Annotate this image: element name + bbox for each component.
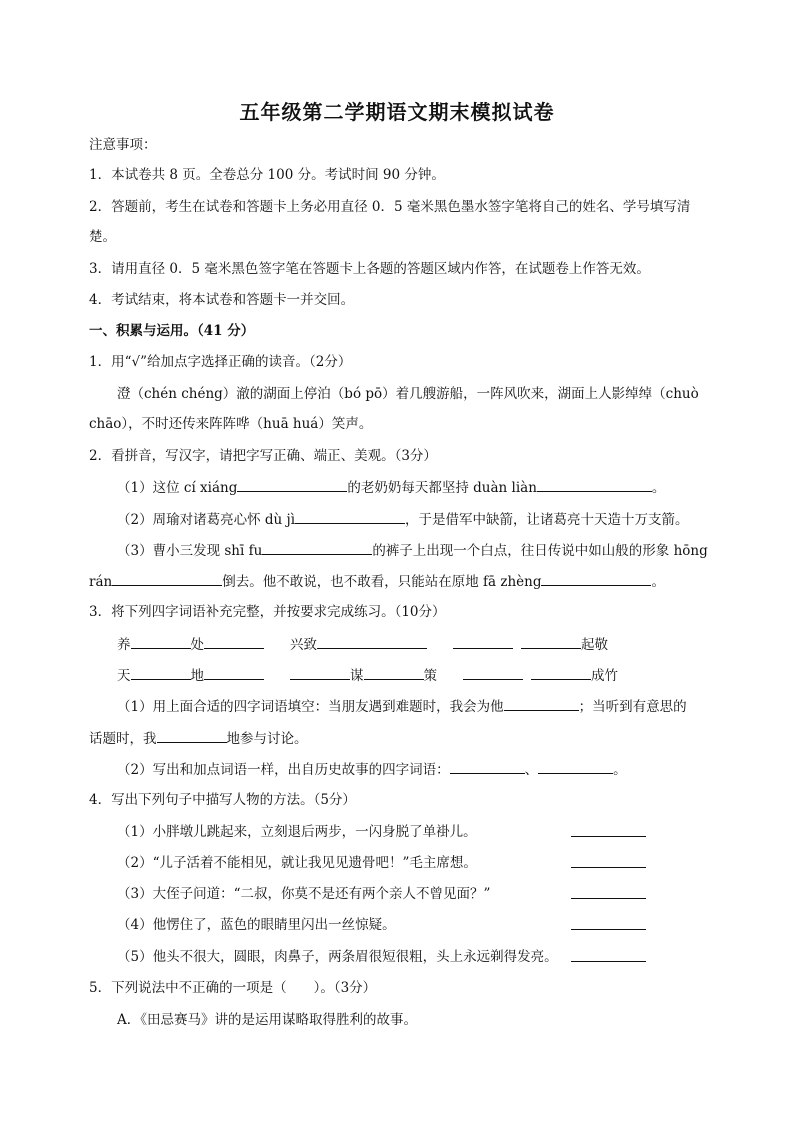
q4-sentence-5: （5）他头不很大，圆眼，肉鼻子，两条眉很短很粗，头上永远剃得发亮。	[117, 949, 558, 965]
q2-s1-text-a: （1）这位 cí xiáng	[117, 480, 238, 496]
q2-s1-text-b: 的老奶奶每天都坚持 duàn liàn	[347, 480, 537, 496]
q3-part-1-cont	[89, 728, 308, 749]
q4-sentence-1: （1）小胖墩儿跳起来，立刻退后两步，一闪身脱了单褂儿。	[117, 824, 477, 840]
answer-blank[interactable]	[317, 634, 427, 649]
answer-blank[interactable]	[453, 634, 513, 649]
q3-p1-text: 地参与讨论。	[226, 731, 308, 747]
answer-blank[interactable]	[204, 634, 264, 649]
answer-blank[interactable]	[538, 759, 613, 774]
q4-sentence-2: （2）“儿子活着不能相见，就让我见见遗骨吧！”毛主席想。	[117, 855, 477, 871]
answer-blank[interactable]	[541, 571, 651, 586]
answer-blank[interactable]	[262, 540, 372, 555]
page-title: 五年级第二学期语文期末模拟试卷	[239, 100, 555, 124]
section-1-heading: 一、积累与运用。（41 分）	[89, 323, 255, 339]
q4-stem: 4．写出下列句子中描写人物的方法。（5分）	[89, 792, 356, 808]
q3-word-char: 策	[423, 668, 437, 684]
q4-sentence-3: （3）大侄子问道：“二叔，你莫不是还有两个亲人不曾见面？”	[117, 886, 491, 902]
q3-words-row-2	[117, 665, 618, 686]
q1-passage-line-1: 澄（chén chéng）澈的湖面上停泊（bó pō）着几艘游船，一阵风吹来，湖面上人影绰绰（chuò	[117, 386, 699, 402]
q5-option-a: A．《田忌赛马》讲的是运用谋略取得胜利的故事。	[117, 1012, 417, 1028]
q2-s3-text-e: 。	[651, 574, 665, 590]
answer-blank[interactable]	[112, 571, 222, 586]
q3-part-2	[117, 759, 627, 780]
q2-s2-text-b: ，于是借军中缺箭，让诸葛亮十天造十万支箭。	[405, 512, 689, 528]
answer-blank[interactable]	[295, 509, 405, 524]
q3-p2-text: 、	[524, 762, 539, 778]
notes-heading: 注意事项：	[89, 137, 157, 153]
q3-stem: 3．将下列四字词语补充完整，并按要求完成练习。（10分）	[89, 604, 446, 620]
answer-blank[interactable]	[571, 822, 646, 837]
q2-s3-text-a: （3）曹小三发现 shī fu	[117, 543, 263, 559]
q3-p1-text: （1）用上面合适的四字词语填空：当朋友遇到难题时，我会为他	[117, 699, 504, 715]
answer-blank[interactable]	[571, 947, 646, 962]
q3-p1-text: 话题时，我	[89, 731, 157, 747]
q2-sub-2	[117, 509, 689, 530]
answer-blank[interactable]	[450, 759, 525, 774]
q1-stem: 1．用“√”给加点字选择正确的读音。（2分）	[89, 354, 352, 370]
answer-blank[interactable]	[157, 728, 227, 743]
q5-stem: 5．下列说法中不正确的一项是（ ）。（3分）	[89, 980, 377, 996]
q2-s3-text-c: rán	[89, 574, 113, 590]
q3-part-1	[117, 696, 687, 717]
answer-blank[interactable]	[521, 634, 581, 649]
answer-blank[interactable]	[504, 696, 579, 711]
answer-blank[interactable]	[463, 665, 523, 680]
q3-p1-text: ；当听到有意思的	[578, 699, 687, 715]
note-4: 4．考试结束，将本试卷和答题卡一并交回。	[89, 292, 355, 308]
q2-s3-text-b: 的裤子上出现一个白点，往日传说中如山般的形象 hōng	[372, 543, 708, 559]
answer-blank[interactable]	[204, 665, 264, 680]
q2-sub-1	[117, 477, 665, 498]
q2-sub-3	[117, 540, 708, 561]
answer-blank[interactable]	[537, 477, 652, 492]
q2-s1-text-c: 。	[651, 480, 666, 496]
q2-sub-3-cont	[89, 571, 665, 592]
answer-blank[interactable]	[531, 665, 591, 680]
q3-p2-text: 。	[613, 762, 627, 778]
q3-word-char: 地	[190, 668, 204, 684]
note-1: 1．本试卷共 8 页。全卷总分 100 分。考试时间 90 分钟。	[89, 167, 445, 183]
q3-words-row-1	[117, 634, 608, 655]
answer-blank[interactable]	[364, 665, 424, 680]
answer-blank[interactable]	[571, 853, 646, 868]
note-2a: 2．答题前，考生在试卷和答题卡上务必用直径 0．5 毫米黑色墨水签字笔将自己的姓名、学号填写清	[89, 199, 691, 215]
q4-sentence-4: （4）他愣住了，蓝色的眼睛里闪出一丝惊疑。	[117, 917, 396, 933]
answer-blank[interactable]	[237, 477, 347, 492]
answer-blank[interactable]	[571, 915, 646, 930]
q3-word-char: 养	[117, 637, 131, 653]
q3-word-char: 成竹	[591, 668, 618, 684]
note-2b: 楚。	[89, 229, 116, 245]
answer-blank[interactable]	[131, 665, 191, 680]
q3-word-char: 兴致	[290, 637, 317, 653]
q3-word-char: 天	[117, 668, 131, 684]
q3-word-char: 谋	[350, 668, 364, 684]
answer-blank[interactable]	[131, 634, 191, 649]
answer-blank[interactable]	[290, 665, 350, 680]
q2-s2-text-a: （2）周瑜对诸葛亮心怀 dù jì	[117, 512, 296, 528]
note-3: 3．请用直径 0．5 毫米黑色签字笔在答题卡上各题的答题区域内作答，在试题卷上作答无效。	[89, 261, 650, 277]
q1-passage-line-2: chāo），不时还传来阵阵哗（huā huá）笑声。	[89, 416, 373, 432]
q3-word-char: 起敬	[581, 637, 608, 653]
q2-s3-text-d: 倒去。他不敢说，也不敢看，只能站在原地 fā zhèng	[222, 574, 542, 590]
q2-stem: 2．看拼音，写汉字，请把字写正确、端正、美观。（3分）	[89, 448, 437, 464]
q3-p2-text: （2）写出和加点词语一样，出自历史故事的四字词语：	[117, 762, 450, 778]
q3-word-char: 处	[190, 637, 204, 653]
answer-blank[interactable]	[571, 884, 646, 899]
